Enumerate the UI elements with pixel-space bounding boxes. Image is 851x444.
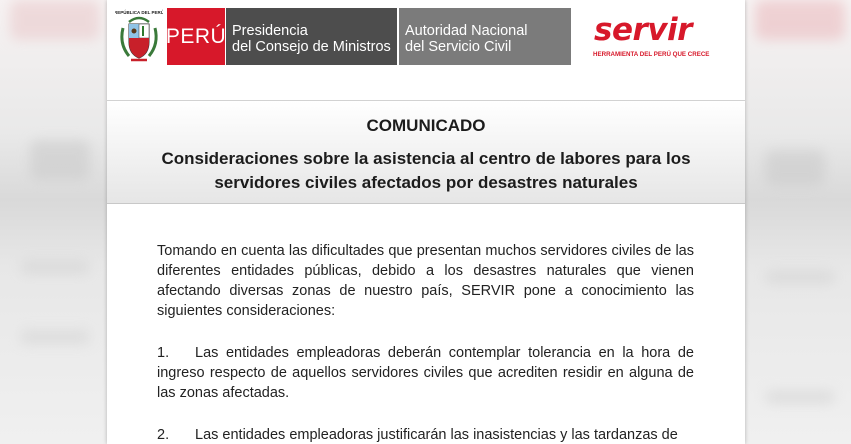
list-item-number: 1. bbox=[157, 345, 170, 361]
list-item bbox=[157, 343, 694, 403]
servir-logo bbox=[591, 12, 731, 62]
document-subtitle bbox=[137, 147, 715, 195]
servir-tagline: HERRAMIENTA DEL PERÚ QUE CRECE bbox=[593, 51, 710, 58]
peru-label: PERÚ bbox=[165, 24, 227, 48]
pcm-line2: del Consejo de Ministros bbox=[232, 39, 391, 55]
background-right bbox=[745, 0, 851, 444]
document-heading: COMUNICADO bbox=[366, 116, 486, 135]
coat-of-arms-icon bbox=[115, 8, 163, 64]
intro-paragraph: Tomando en cuenta las dificultades que presentan muchos servidores civiles de las diferentes entidades públicas, debido a los desastres naturales que vienen afectando diversas zonas de nuestro país, SERVIR pone a conocimiento las siguientes consideraciones: bbox=[157, 243, 694, 319]
subtitle-line-1: Consideraciones sobre la asistencia al centro de labores para los bbox=[161, 149, 691, 168]
ansc-line2: del Servicio Civil bbox=[405, 39, 512, 55]
pcm-line1: Presidencia bbox=[232, 23, 308, 39]
subtitle-line-2: servidores civiles afectados por desastres naturales bbox=[214, 173, 638, 192]
peru-logo bbox=[167, 8, 225, 65]
ansc-line1: Autoridad Nacional bbox=[405, 23, 528, 39]
list-item bbox=[157, 425, 694, 444]
list-item-number: 2. bbox=[157, 427, 170, 443]
list-item-text: Las entidades empleadoras justificarán las inasistencias y las tardanzas de bbox=[195, 427, 678, 443]
ansc-logo bbox=[399, 8, 571, 65]
document-page bbox=[107, 0, 745, 444]
servir-wordmark: servir bbox=[594, 12, 692, 48]
list-item-text: Las entidades empleadoras deberán contemplar tolerancia en la hora de ingreso respecto de aquellos servidores civiles que acrediten residir en alguna de las zonas afectadas. bbox=[157, 345, 694, 401]
pcm-logo bbox=[226, 8, 397, 65]
emblem-text: REPÚBLICA DEL PERÚ bbox=[115, 10, 163, 15]
background-left bbox=[0, 0, 107, 444]
